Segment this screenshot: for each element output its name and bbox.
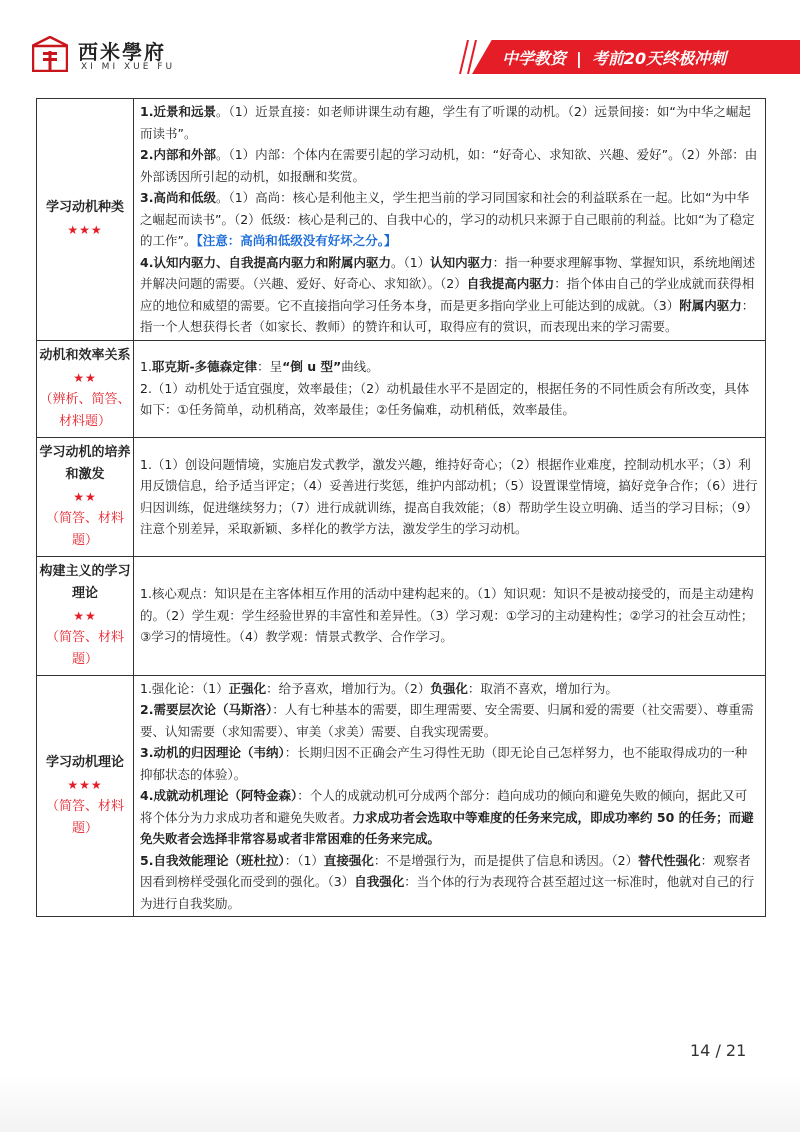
importance-stars-icon: ★★ bbox=[73, 608, 97, 623]
row-topic-title: 动机和效率关系 bbox=[39, 347, 131, 363]
content-paragraph: 2.（1）动机处于适宜强度，效率最佳；（2）动机最佳水平不是固定的，根据任务的不同性质会有所改变，具体如下：①任务简单，动机稍高，效率最佳；②任务偏难，动机稍低，效率最佳。 bbox=[140, 380, 750, 418]
title-banner-text-wrap bbox=[472, 40, 800, 74]
row-content-cell bbox=[134, 556, 766, 675]
footer-band bbox=[0, 1075, 800, 1132]
row-content-cell bbox=[134, 340, 766, 437]
importance-stars-icon: ★★★ bbox=[67, 777, 103, 792]
content-paragraph: 2.需要层次论（马斯洛）：人有七种基本的需要，即生理需要、安全需要、归属和爱的需要（社交需要）、尊重需要、认知需要（求知需要）、审美（求美）需要、自我实现需要。 bbox=[140, 702, 754, 739]
importance-stars-icon: ★★ bbox=[73, 370, 97, 385]
banner-slogan: 考前20天终极冲刺 bbox=[591, 49, 727, 68]
banner-separator: | bbox=[576, 49, 582, 68]
content-paragraph: 2.内部和外部。（1）内部：个体内在需要引起的学习动机，如：“好奇心、求知欲、兴趣、爱好”。（2）外部：由外部诱因所引起的动机，如报酬和奖赏。 bbox=[140, 147, 758, 184]
row-topic-title: 学习动机理论 bbox=[45, 754, 124, 770]
question-type-tag: （简答、材料题） bbox=[45, 798, 124, 836]
table-row bbox=[37, 340, 766, 437]
row-content-cell bbox=[134, 437, 766, 556]
content-paragraph: 3.动机的归因理论（韦纳）：长期归因不正确会产生习得性无助（即无论自己怎样努力，也不能取得成功的一种抑郁状态的体验）。 bbox=[140, 745, 748, 782]
table-row bbox=[37, 99, 766, 341]
row-topic-title: 学习动机种类 bbox=[45, 200, 124, 216]
page-number: 14 / 21 bbox=[690, 1041, 747, 1060]
question-type-tag: （简答、材料题） bbox=[45, 510, 124, 548]
brand-name-en: XI MI XUE FU bbox=[81, 62, 176, 72]
content-paragraph: 1.强化论：（1）正强化：给予喜欢，增加行为。（2）负强化：取消不喜欢，增加行为。 bbox=[140, 680, 618, 696]
question-type-tag: （简答、材料题） bbox=[45, 629, 124, 667]
content-paragraph: 1.（1）创设问题情境，实施启发式教学，激发兴趣，维持好奇心；（2）根据作业难度，控制动机水平；（3）利用反馈信息，给予适当评定；（4）妥善进行奖惩，维护内部动机；（5）设置课堂情境，搞好竞争合作；（6）进行归因训练，促进继续努力；（7）进行成就训练，提高自我效能；（8）帮助学生设立明确、适当的学习目标；（9）注意个别差异，采取新颖、多样化的教学方法，激发学生的学习动机。 bbox=[140, 456, 758, 536]
row-content-cell bbox=[134, 99, 766, 341]
importance-stars-icon: ★★★ bbox=[67, 223, 103, 238]
content-paragraph: 4.成就动机理论（阿特金森）：个人的成就动机可分成两个部分：趋向成功的倾向和避免失败的倾向，据此又可将个体分为力求成功者和避免失败者。力求成功者会选取中等难度的任务来完成，即成功率约 50 的任务；而避免失败者会选择非常容易或者非常困难的任务来完成。 bbox=[140, 788, 754, 846]
row-topic-cell bbox=[37, 675, 134, 917]
content-paragraph: 5.自我效能理论（班杜拉）：（1）直接强化：不是增强行为，而是提供了信息和诱因。（2）替代性强化：观察者因看到榜样受强化而受到的强化。（3）自我强化：当个体的行为表现符合甚至超过这一标准时，他就对自己的行为进行自我奖励。 bbox=[140, 852, 755, 911]
xmxf-logo-icon bbox=[32, 36, 68, 72]
banner-subject: 中学教资 bbox=[502, 49, 567, 68]
row-topic-cell bbox=[37, 340, 134, 437]
content-paragraph: 3.高尚和低级。（1）高尚：核心是利他主义，学生把当前的学习同国家和社会的利益联系在一起。比如“为中华之崛起而读书”。（2）低级：核心是利己的、自我中心的，学习的动机只来源于自己眼前的利益。比如“为了稳定的工作”。【注意：高尚和低级没有好坏之分。】 bbox=[140, 190, 755, 248]
content-paragraph: 1.核心观点：知识是在主客体相互作用的活动中建构起来的。（1）知识观：知识不是被动接受的，而是主动建构的。（2）学生观：学生经验世界的丰富性和差异性。（3）学习观：①学习的主动建构性；②学习的社会互动性；③学习的情境性。（4）教学观：情景式教学、合作学习。 bbox=[140, 586, 754, 645]
row-topic-title: 构建主义的学习理论 bbox=[39, 563, 131, 601]
question-type-tag: （辨析、简答、材料题） bbox=[39, 391, 131, 429]
page-header bbox=[0, 0, 800, 90]
content-table bbox=[36, 98, 766, 917]
row-topic-cell bbox=[37, 437, 134, 556]
importance-stars-icon: ★★ bbox=[73, 489, 97, 504]
table-row bbox=[37, 675, 766, 917]
table-row bbox=[37, 556, 766, 675]
content-paragraph: 1.近景和远景。（1）近景直接：如老师讲课生动有趣，学生有了听课的动机。（2）远景间接：如“为中华之崛起而读书”。 bbox=[140, 104, 751, 141]
brand-name: 西米學府 bbox=[78, 40, 166, 64]
row-content-cell bbox=[134, 675, 766, 917]
row-topic-title: 学习动机的培养和激发 bbox=[39, 444, 131, 482]
row-topic-cell bbox=[37, 99, 134, 341]
table-row bbox=[37, 437, 766, 556]
content-paragraph: 4.认知内驱力、自我提高内驱力和附属内驱力。（1）认知内驱力：指一种要求理解事物、掌握知识，系统地阐述并解决问题的需要。（兴趣、爱好、好奇心、求知欲）。（2）自我提高内驱力：指个体由自己的学业成就而获得相应的地位和威望的需要。它不直接指向学习任务本身，而是更多指向学业上可能达到的成就。（3）附属内驱力：指一个人想获得长者（如家长、教师）的赞许和认可，取得应有的赏识，而表现出来的学习需要。 bbox=[140, 254, 756, 334]
content-paragraph: 1.耶克斯-多德森定律：呈“倒 u 型”曲线。 bbox=[140, 359, 379, 375]
row-topic-cell bbox=[37, 556, 134, 675]
